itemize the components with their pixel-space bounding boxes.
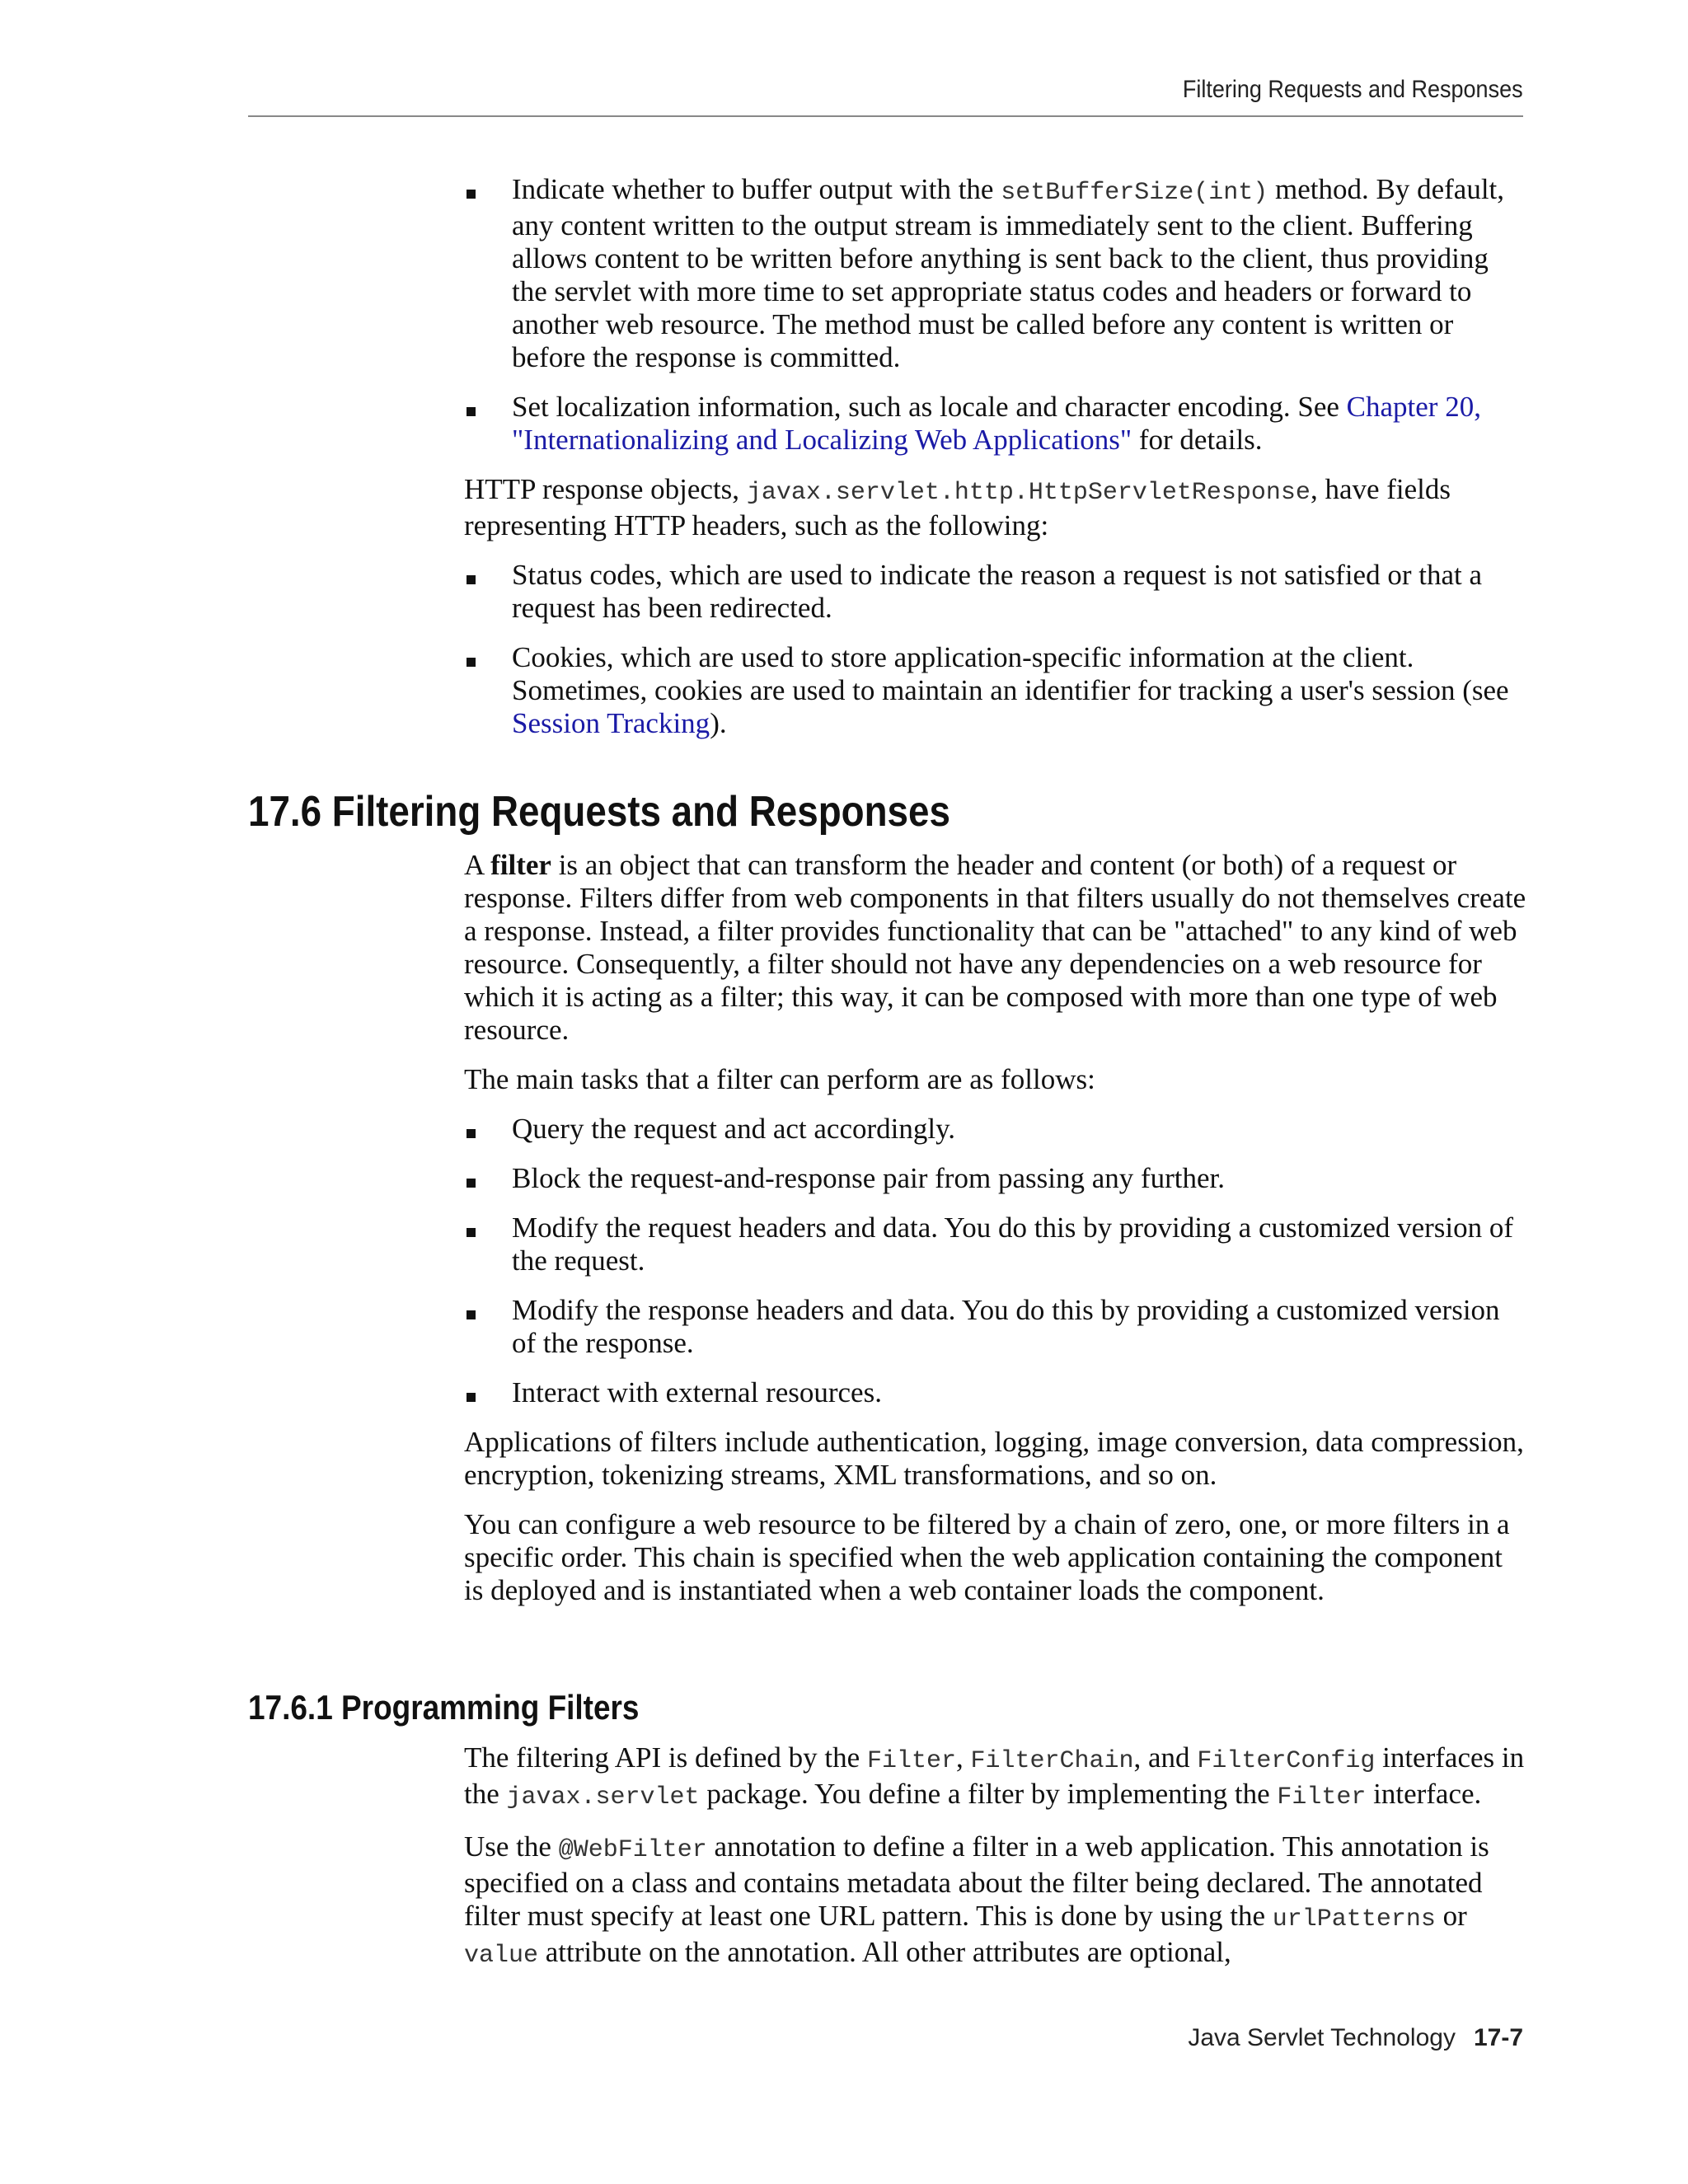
header-rule xyxy=(248,115,1523,117)
filter-section xyxy=(464,849,1527,1624)
page-number: 17-7 xyxy=(1473,2024,1523,2051)
tasks-intro: The main tasks that a filter can perform are as follows: xyxy=(464,1063,1095,1095)
list-item: Cookies, which are used to store application-specific information at the client. Sometimes, cookies are used to maintain an identifier for tracking a user's session (see Session Tracking). xyxy=(464,641,1527,740)
list-item: Status codes, which are used to indicate the reason a request is not satisfied or that a request has been redirected. xyxy=(464,559,1527,625)
list-item: Modify the response headers and data. You do this by providing a customized version of the response. xyxy=(464,1294,1527,1360)
applications-paragraph: Applications of filters include authentication, logging, image conversion, data compression, encryption, tokenizing streams, XML transformations, and so on. xyxy=(464,1426,1524,1491)
chain-paragraph: You can configure a web resource to be filtered by a chain of zero, one, or more filters in a specific order. This chain is specified when the web application containing the component is deployed and is instantiated when a web container loads the component. xyxy=(464,1508,1510,1606)
list-item: Modify the request headers and data. You do this by providing a customized version of the request. xyxy=(464,1212,1527,1277)
chapter-20-link[interactable]: Chapter 20, "Internationalizing and Localizing Web Applications" xyxy=(512,391,1481,456)
http-response-paragraph: HTTP response objects, javax.servlet.http.HttpServletResponse, have fields representing HTTP headers, such as the following: xyxy=(464,473,1451,541)
list-item: Block the request-and-response pair from passing any further. xyxy=(464,1162,1527,1195)
response-methods-list xyxy=(464,173,1527,457)
footer-title: Java Servlet Technology xyxy=(1188,2024,1456,2051)
webfilter-paragraph: Use the @WebFilter annotation to define a filter in a web application. This annotation is specified on a class and contains metadata about the filter being declared. The annotated filter must specify at least one URL pattern. This is done by using the urlPatterns or value attribute on the annotation. All other attributes are optional, xyxy=(464,1830,1489,1970)
running-header: Filtering Requests and Responses xyxy=(1183,76,1523,103)
subsection-heading: 17.6.1 Programming Filters xyxy=(248,1688,640,1727)
list-item: Indicate whether to buffer output with the setBufferSize(int) method. By default, any content written to the output stream is immediately sent to the client. Buffering allows content to be written before anything is sent back to the client, thus providing the servlet with more time to set appropriate status codes and headers or forward to another web resource. The method must be called before any content is written or before the response is committed. xyxy=(464,173,1527,374)
top-section xyxy=(464,173,1527,757)
section-heading: 17.6 Filtering Requests and Responses xyxy=(248,788,950,836)
list-item: Query the request and act accordingly. xyxy=(464,1113,1527,1146)
filter-tasks-list xyxy=(464,1113,1527,1409)
page-footer xyxy=(1188,2024,1523,2052)
list-item: Interact with external resources. xyxy=(464,1376,1527,1409)
http-headers-list xyxy=(464,559,1527,740)
list-item: Set localization information, such as locale and character encoding. See Chapter 20, "Internationalizing and Localizing Web Applications" for details. xyxy=(464,391,1527,457)
programming-filters-section xyxy=(464,1741,1527,1989)
filtering-api-paragraph: The filtering API is defined by the Filter, FilterChain, and FilterConfig interfaces in the javax.servlet package. You define a filter by implementing the Filter interface. xyxy=(464,1741,1525,1811)
filter-intro-paragraph: A filter is an object that can transform the header and content (or both) of a request or response. Filters differ from web components in that filters usually do not themselves create a response. Instead, a filter provides functionality that can be "attached" to any kind of web resource. Consequently, a filter should not have any dependencies on a web resource for which it is acting as a filter; this way, it can be composed with more than one type of web resource. xyxy=(464,849,1526,1046)
session-tracking-link[interactable]: Session Tracking xyxy=(512,707,710,739)
